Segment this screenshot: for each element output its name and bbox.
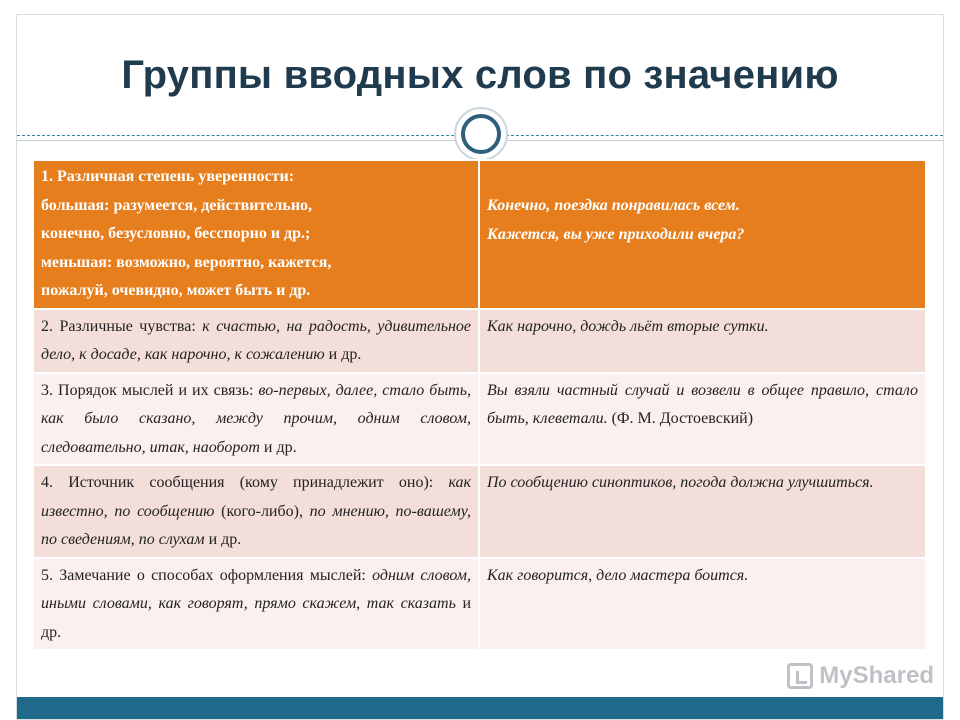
watermark (787, 662, 934, 690)
example-source: (Ф. М. Достоевский) (611, 410, 754, 427)
table-cell-example (479, 160, 926, 309)
example-text: Как говорится, дело мастера боится. (487, 566, 749, 584)
cell-line: конечно, безусловно, бесспорно и др.; (41, 225, 311, 242)
category-label: 3. Порядок мыслей и их связь: (41, 381, 254, 399)
table-row (33, 373, 926, 466)
table-row (33, 465, 926, 558)
table-cell-example (479, 373, 926, 466)
example-text: Вы взяли частный случай и возвели в общее правило, стало быть, клеветали. (487, 381, 918, 427)
circle-ornament-inner (461, 114, 501, 154)
intro-words-table (32, 159, 927, 651)
table-cell-category (33, 309, 479, 373)
table-row (33, 160, 926, 309)
cell-line: Конечно, поездка понравилась всем. (487, 197, 740, 214)
table-cell-category (33, 558, 479, 651)
cell-line: 1. Различная степень уверенности: (41, 168, 295, 185)
table-row (33, 309, 926, 373)
category-label: 4. Источник сообщения (кому принадлежит оно): (41, 474, 434, 491)
category-words: к счастью, на радость, удивительное дело, к досаде, как нарочно, к сожалению (41, 317, 472, 363)
category-words: во-первых, далее, стало быть, как было сказано, между прочим, одним словом, следовательно, итак, наоборот (41, 381, 472, 456)
footer-band (17, 697, 943, 719)
table-cell-example (479, 465, 926, 558)
myshared-logo-icon (787, 663, 813, 689)
category-label: 2. Различные чувства: (41, 317, 196, 335)
table-cell-category (33, 160, 479, 309)
category-words: по мнению, по-вашему, по сведениям, по слухам (41, 502, 472, 548)
example-text: Как нарочно, дождь льёт вторые сутки. (487, 317, 769, 335)
category-label: 5. Замечание о способах оформления мыслей: (41, 566, 366, 584)
table-cell-category (33, 465, 479, 558)
category-words: одним словом, иными словами, как говорят, прямо скажем, так сказать (41, 566, 471, 612)
category-suffix: и др. (208, 531, 242, 548)
table-cell-example (479, 558, 926, 651)
cell-line: пожалуй, очевидно, может быть и др. (41, 282, 311, 299)
watermark-text: MyShared (819, 662, 934, 689)
cell-line: Кажется, вы уже приходили вчера? (487, 225, 745, 243)
table-cell-category (33, 373, 479, 466)
table-cell-example (479, 309, 926, 373)
example-text: По сообщению синоптиков, погода должна улучшиться. (487, 474, 874, 491)
category-words: как известно, по сообщению (41, 474, 472, 520)
cell-line: меньшая: возможно, вероятно, кажется, (41, 253, 332, 271)
slide-title: Группы вводных слов по значению (121, 52, 839, 97)
circle-ornament-icon (454, 107, 508, 161)
table-row (33, 558, 926, 651)
category-mid: (кого-либо), (221, 502, 303, 520)
category-suffix: и др. (41, 595, 471, 641)
category-suffix: и др. (263, 438, 297, 456)
category-suffix: и др. (328, 346, 362, 363)
cell-line: большая: разумеется, действительно, (41, 196, 313, 214)
